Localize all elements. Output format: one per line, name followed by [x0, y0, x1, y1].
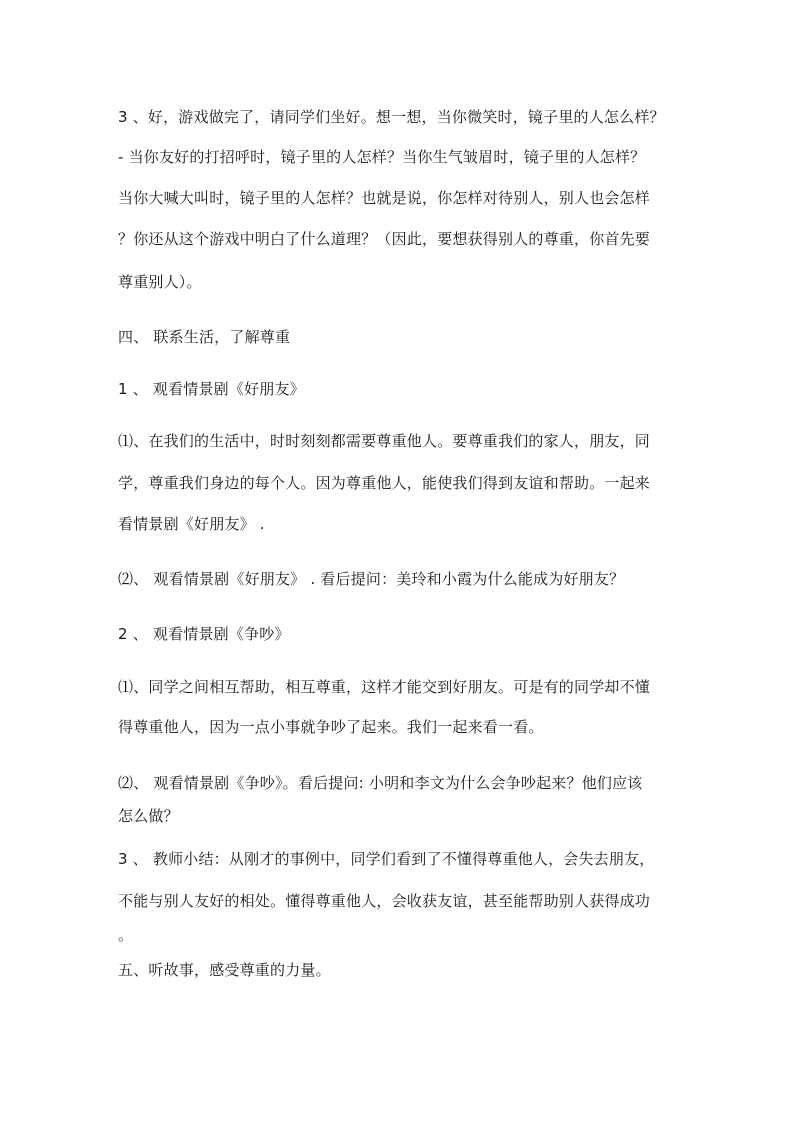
- section-heading: 五、听故事，感受尊重的力量。: [118, 961, 331, 979]
- subsection-heading: 1 、 观看情景剧《好朋友》: [118, 380, 305, 398]
- text-line: 3 、好，游戏做完了，请同学们坐好。想一想，当你微笑时，镜子里的人怎么样？: [118, 108, 665, 126]
- text-line: ⑴、在我们的生活中，时时刻刻都需要尊重他人。要尊重我们的家人，朋友，同: [118, 432, 651, 450]
- text-line: ⑴、同学之间相互帮助，相互尊重，这样才能交到好朋友。可是有的同学却不懂: [118, 678, 651, 696]
- text-line: 怎么做？: [118, 807, 179, 825]
- text-line: - 当你友好的打招呼时，镜子里的人怎样？当你生气皱眉时，镜子里的人怎样？: [118, 148, 646, 166]
- text-line: 不能与别人友好的相处。懂得尊重他人，会收获友谊，甚至能帮助别人获得成功: [118, 892, 651, 910]
- text-line: ？你还从这个游戏中明白了什么道理？（因此，要想获得别人的尊重，你首先要: [118, 230, 651, 248]
- text-line: 3 、 教师小结：从刚才的事例中，同学们看到了不懂得尊重他人，会失去朋友，: [118, 850, 655, 868]
- text-line: 。: [118, 926, 134, 944]
- section-heading: 四、 联系生活，了解尊重: [118, 328, 291, 346]
- text-line: ⑵、 观看情景剧《争吵》。看后提问: 小明和李文为什么会争吵起来？他们应该: [118, 774, 643, 792]
- text-line: 看情景剧《好朋友》 .: [118, 515, 265, 533]
- text-line: ⑵、 观看情景剧《好朋友》 . 看后提问：美玲和小霞为什么能成为好朋友？: [118, 570, 625, 588]
- subsection-heading: 2 、 观看情景剧《争吵》: [118, 625, 290, 643]
- text-line: 当你大喊大叫时，镜子里的人怎样？也就是说，你怎样对待别人，别人也会怎样: [118, 189, 651, 207]
- text-line: 尊重别人）。: [118, 273, 202, 291]
- text-line: 学，尊重我们身边的每个人。因为尊重他人，能使我们得到友谊和帮助。一起来: [118, 474, 651, 492]
- text-line: 得尊重他人，因为一点小事就争吵了起来。我们一起来看一看。: [118, 718, 544, 736]
